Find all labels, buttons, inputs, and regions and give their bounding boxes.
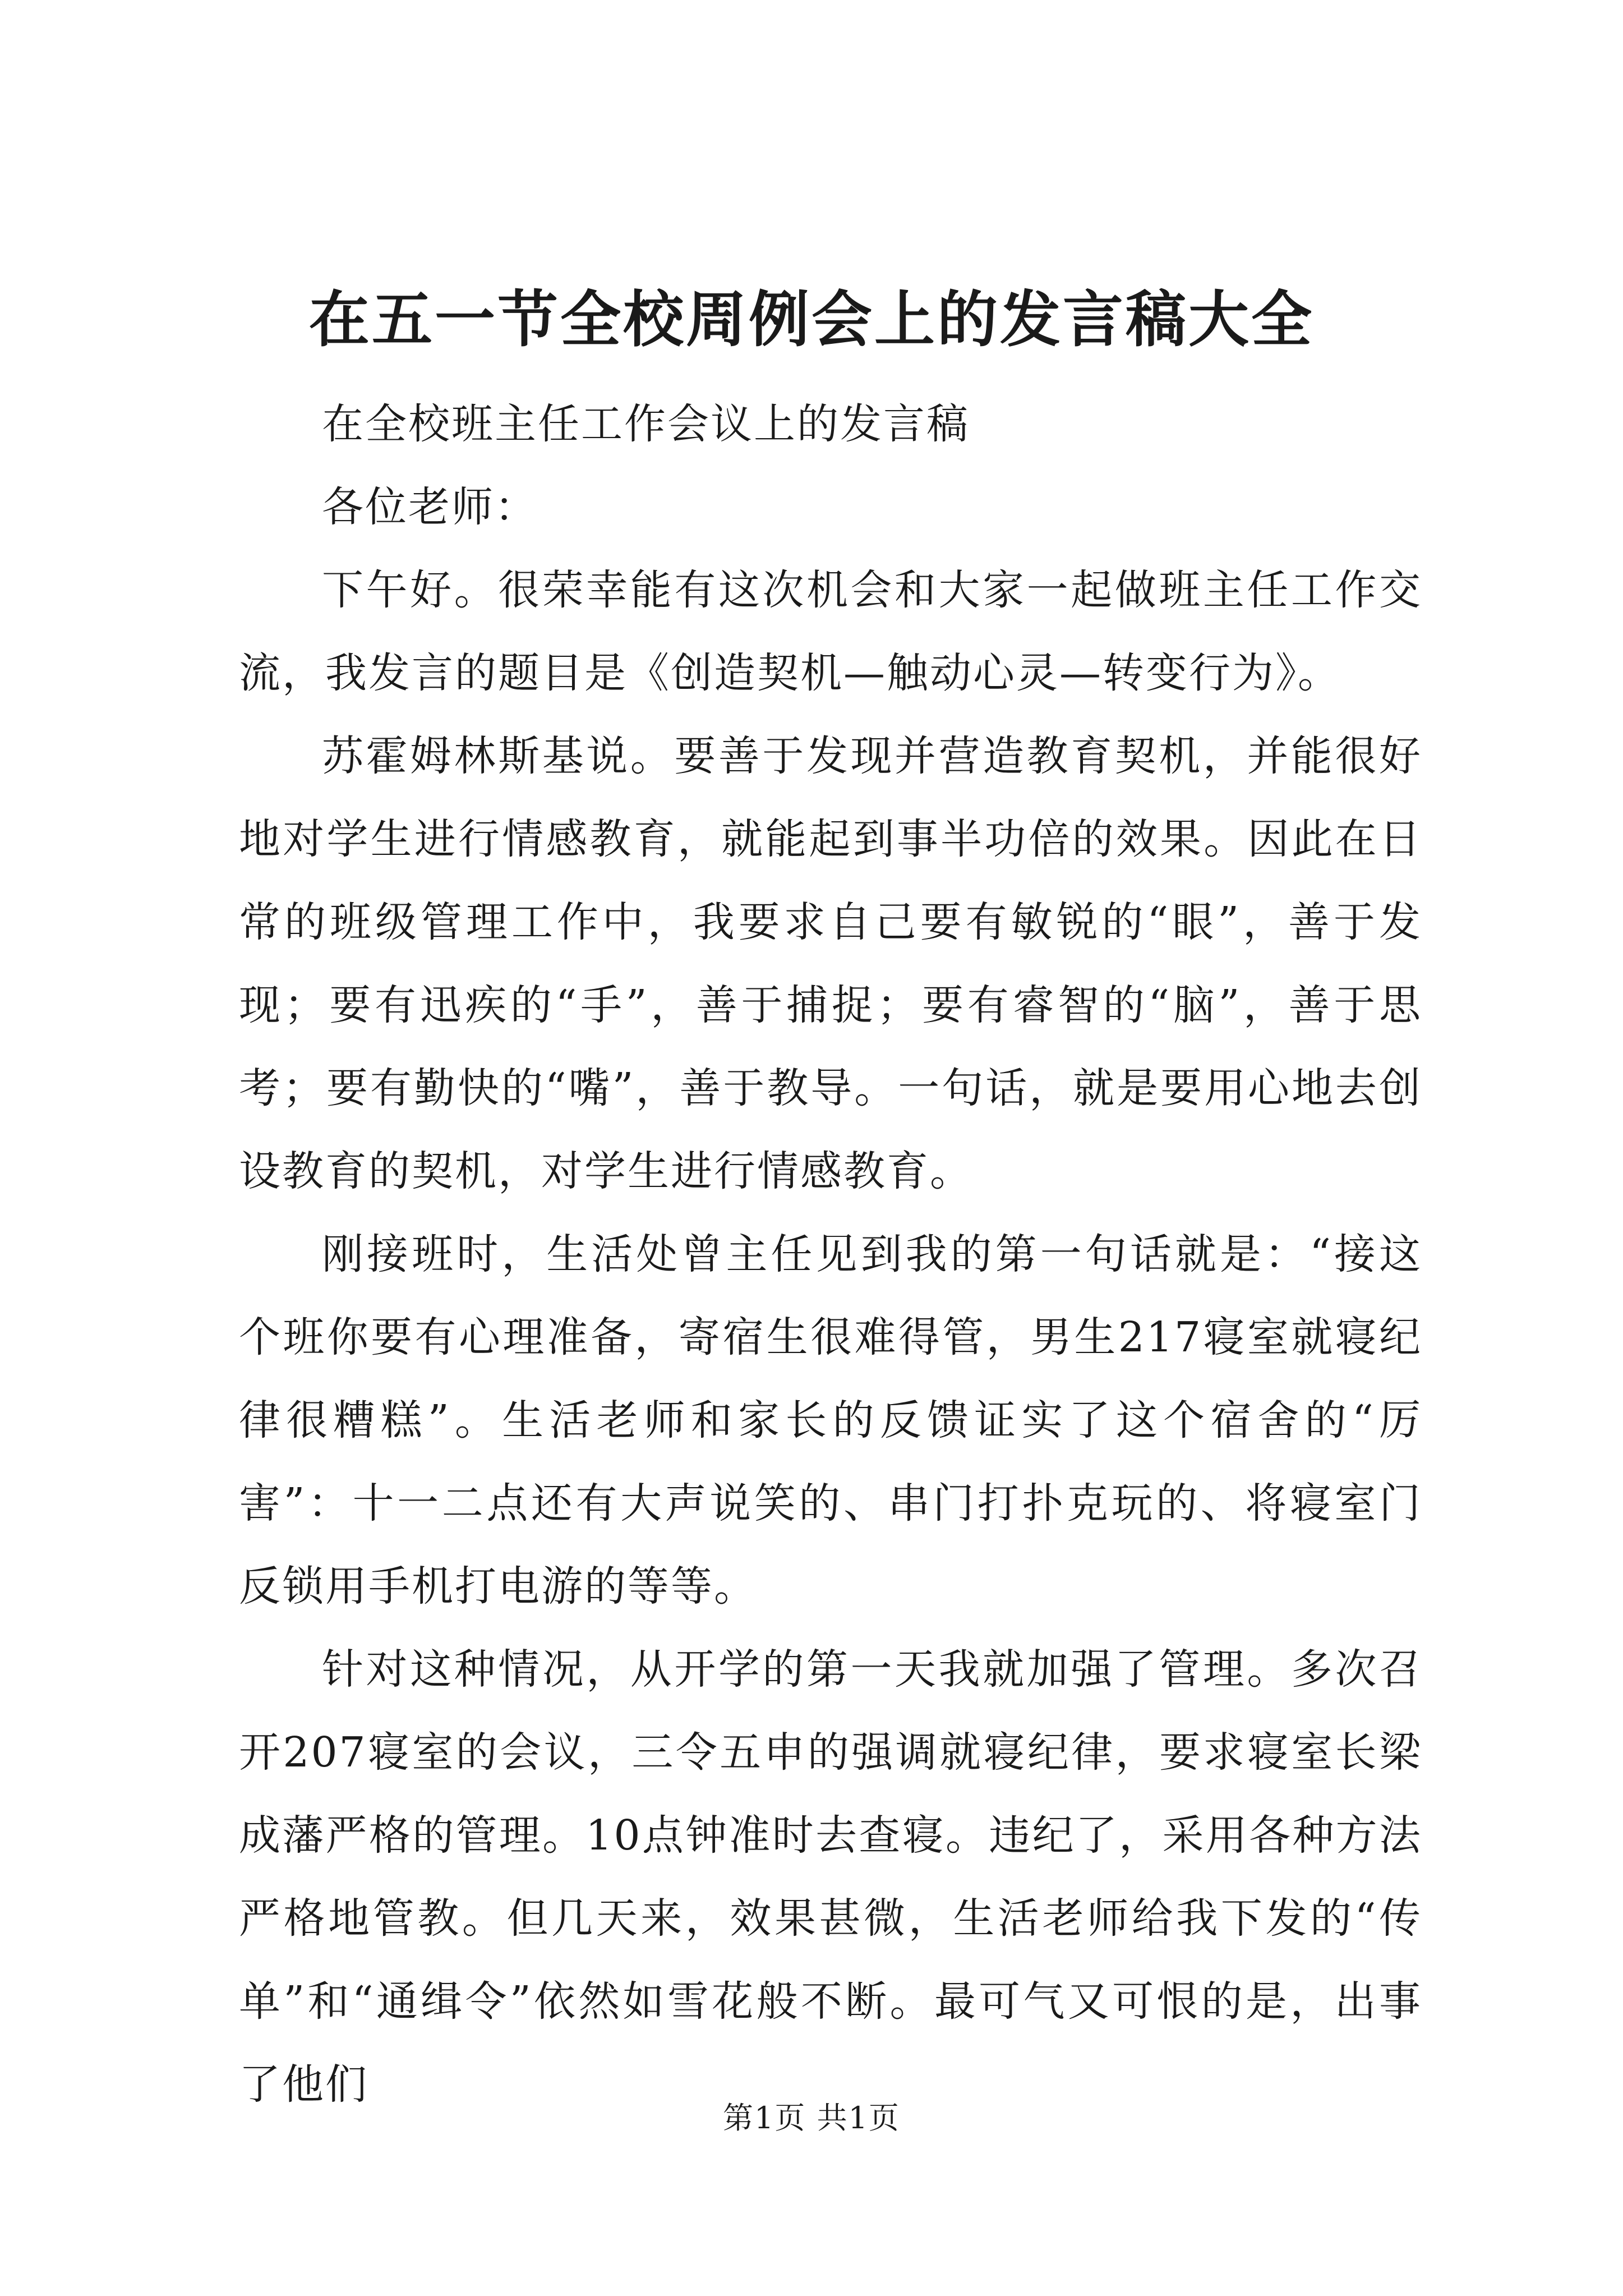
document-title: 在五一节全校周例会上的发言稿大全: [308, 284, 1314, 355]
page-footer: 第1页 共1页: [723, 2100, 900, 2136]
paragraph: 各位老师：: [322, 483, 538, 531]
paragraph: 在全校班主任工作会议上的发言稿: [322, 400, 970, 448]
paragraph: 下午好。很荣幸能有这次机会和大家一起做班主任工作交流，我发言的题目是《创造契机—触动心灵—转变行为》。: [239, 566, 1422, 697]
paragraph: 针对这种情况，从开学的第一天我就加强了管理。多次召开207寝室的会议，三令五申的强调就寝纪律，要求寝室长梁成藩严格的管理。10点钟准时去查寝。违纪了，采用各种方法严格地管教。但几天来，效果甚微，生活老师给我下发的“传单”和“通缉令”依然如雪花般不断。最可气又可恨的是，出事了他们: [239, 1645, 1422, 2109]
document-body: [239, 383, 1422, 2126]
paragraph: 刚接班时，生活处曾主任见到我的第一句话就是：“接这个班你要有心理准备，寄宿生很难得管，男生217寝室就寝纪律很糟糕”。生活老师和家长的反馈证实了这个宿舍的“厉害”：十一二点还有大声说笑的、串门打扑克玩的、将寝室门反锁用手机打电游的等等。: [239, 1230, 1422, 1611]
paragraph: 苏霍姆林斯基说。要善于发现并营造教育契机，并能很好地对学生进行情感教育，就能起到事半功倍的效果。因此在日常的班级管理工作中，我要求自己要有敏锐的“眼”，善于发现；要有迅疾的“手”，善于捕捉；要有睿智的“脑”，善于思考；要有勤快的“嘴”，善于教导。一句话，就是要用心地去创设教育的契机，对学生进行情感教育。: [239, 732, 1422, 1195]
